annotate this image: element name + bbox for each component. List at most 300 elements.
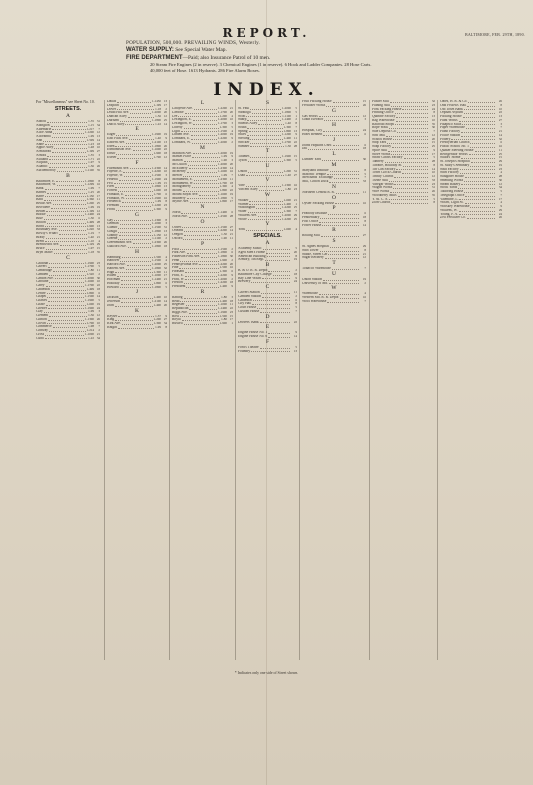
entry-number-range: 1-1500 xyxy=(151,174,161,177)
leader-dots xyxy=(249,204,282,205)
leader-dots xyxy=(48,163,87,164)
entry-number-range: 1-18 xyxy=(155,107,161,111)
leader-dots xyxy=(118,239,151,240)
entry-sheet-number: 12 xyxy=(163,115,167,118)
entry-sheet-number: 23 xyxy=(431,182,435,186)
leader-dots xyxy=(122,324,153,325)
index-entry xyxy=(172,322,233,326)
entry-name: Johns Hopkins Univ. xyxy=(302,143,333,147)
entry-name: Slaughter House xyxy=(440,175,464,178)
entry-sheet-number: 29 xyxy=(362,245,366,248)
entry-name: Printing Office xyxy=(372,111,394,115)
entry-name: Spring xyxy=(238,129,248,133)
leader-dots xyxy=(52,137,88,138)
entry-sheet-number: 11 xyxy=(96,269,100,272)
entry-number-range: 1-199 xyxy=(86,150,94,153)
entry-name: Shot Tower xyxy=(302,248,319,252)
leader-dots xyxy=(184,128,219,129)
entry-name: Cathedral xyxy=(238,298,252,302)
entry-name: Mill, Cotton Duck xyxy=(302,180,329,183)
leader-dots xyxy=(189,309,217,310)
entry-name: Wharf, Light St. xyxy=(440,201,464,205)
leader-dots xyxy=(252,304,290,305)
entry-number-range: 1-99 xyxy=(88,205,94,209)
entry-sheet-number: 2 xyxy=(364,281,366,285)
entry-sheet-number: 2 xyxy=(98,329,100,332)
entry-sheet-number: 15 xyxy=(431,141,435,145)
entry-name: Ship Yard xyxy=(372,141,387,145)
entry-name: Cuba xyxy=(36,336,44,340)
entry-name: Read xyxy=(172,299,180,303)
entry-number-range: 1-400 xyxy=(283,137,291,140)
entry-number-range: 1-2500 xyxy=(217,214,227,218)
leader-dots xyxy=(183,191,219,192)
leader-dots xyxy=(44,219,87,220)
entry-name: Vincent Alley xyxy=(238,188,258,191)
entry-sheet-number: 7 xyxy=(98,127,100,131)
entry-sheet-number: 23 xyxy=(96,261,100,265)
entry-sheet-number: 6 xyxy=(500,141,502,145)
entry-sheet-number: 7 xyxy=(500,193,502,197)
entry-number-range: 1-300 xyxy=(153,322,161,325)
entry-sheet-number: 22 xyxy=(229,189,233,192)
entry-number-range: 1-1500 xyxy=(151,259,161,263)
entry-name: Bond xyxy=(36,224,44,228)
entry-number-range: 1-2300 xyxy=(217,166,227,170)
entry-sheet-number: 8 xyxy=(165,218,167,222)
section-letter: R xyxy=(332,227,336,234)
leader-dots xyxy=(51,126,88,127)
entry-number-range: 1-2300 xyxy=(217,177,227,181)
entry-name: Baltimore City College xyxy=(238,272,272,276)
entry-number-range: 1-800 xyxy=(86,291,94,295)
entry-name: Calvert Station xyxy=(238,291,260,294)
entry-sheet-number: 8 xyxy=(364,248,366,252)
entry-sheet-number: 24 xyxy=(498,212,502,216)
entry-sheet-number: 5 xyxy=(98,265,100,269)
entry-sheet-number: 13 xyxy=(163,229,167,233)
entry-name: Twine Mill xyxy=(372,178,389,182)
entry-name: Stable, Street Car xyxy=(302,252,328,256)
entry-sheet-number: 14 xyxy=(431,167,435,171)
entry-number-range: 1-1600 xyxy=(151,148,161,152)
entry-sheet-number: 13 xyxy=(498,115,502,118)
entry-name: Sharp xyxy=(238,118,247,122)
entry-name: Liberty xyxy=(172,125,183,129)
entry-sheet-number: 24 xyxy=(163,177,167,181)
entry-sheet-number: 23 xyxy=(229,310,233,314)
entry-number-range: 1-1700 xyxy=(84,265,94,269)
entry-sheet-number: 11 xyxy=(229,303,233,307)
entry-number-range: 1-1400 xyxy=(281,118,291,122)
leader-dots xyxy=(385,162,428,163)
entry-sheet-number: 13 xyxy=(293,349,297,353)
entry-sheet-number: 14 xyxy=(163,300,167,303)
entry-name: Scott xyxy=(238,114,246,118)
entry-name: Wilkens Ave. xyxy=(238,213,258,217)
entry-name: Fleet xyxy=(107,185,115,189)
leader-dots xyxy=(47,193,87,194)
entry-sheet-number: 7 xyxy=(364,299,366,303)
entry-name: Tobacco Warehouse xyxy=(302,267,331,270)
leader-dots xyxy=(398,196,428,197)
leader-dots xyxy=(248,172,283,173)
entry-sheet-number: 5 xyxy=(98,299,100,302)
leader-dots xyxy=(184,283,217,284)
leader-dots xyxy=(118,328,154,329)
section-letter: H xyxy=(135,248,139,255)
fire-department-line xyxy=(126,55,270,61)
entry-sheet-number: 31 xyxy=(96,120,100,123)
entry-name: University of Md. xyxy=(302,281,328,285)
entry-sheet-number: 18 xyxy=(229,299,233,303)
leader-dots xyxy=(115,146,151,147)
entry-name: Foundry xyxy=(238,349,251,353)
entry-number-range: 1-2000 xyxy=(217,162,227,166)
leader-dots xyxy=(258,124,284,125)
entry-name: Court House xyxy=(238,306,257,309)
entry-number-range: 1-36 xyxy=(88,165,94,168)
entry-sheet-number: 30 xyxy=(431,126,435,130)
leader-dots xyxy=(49,316,87,317)
entry-sheet-number: 25 xyxy=(293,217,297,221)
entry-name: York xyxy=(238,228,246,232)
entry-number-range: 1-1300 xyxy=(151,218,161,222)
entry-number-range: 1-1500 xyxy=(151,226,161,229)
leader-dots xyxy=(127,265,151,266)
entry-number-range: 1-1200 xyxy=(84,131,94,135)
entry-number-range: 1-25 xyxy=(88,190,94,194)
entry-name: Sash Factory xyxy=(440,167,459,171)
entry-sheet-number: 28 xyxy=(498,175,502,178)
entry-sheet-number: 23 xyxy=(163,204,167,207)
leader-dots xyxy=(114,183,155,184)
entry-number-range: 1-1800 xyxy=(151,244,161,248)
entry-sheet-number: 2 xyxy=(165,237,167,241)
entry-name: Plaster Mill xyxy=(372,100,389,103)
leader-dots xyxy=(47,293,86,294)
entry-name: Calhoun xyxy=(36,261,49,265)
entry-sheet-number: 16 xyxy=(362,296,366,299)
entry-sheet-number: 34 xyxy=(498,186,502,190)
section-letter: P xyxy=(200,240,205,247)
section-letter: L xyxy=(200,100,205,106)
section-letter: E xyxy=(265,324,270,331)
entry-number-range: 1-300 xyxy=(153,270,161,274)
leader-dots xyxy=(60,245,85,246)
entry-sheet-number: 34 xyxy=(96,336,100,340)
leader-dots xyxy=(460,173,495,174)
leader-dots xyxy=(260,348,290,349)
leader-dots xyxy=(118,232,151,233)
entry-sheet-number: 24 xyxy=(293,280,297,284)
leader-dots xyxy=(180,249,217,250)
section-letter: F xyxy=(135,159,139,166)
entry-sheet-number: 9 xyxy=(231,137,233,140)
entry-number-range: 1-2000 xyxy=(217,277,227,281)
leader-dots xyxy=(186,287,218,288)
entry-name: Light xyxy=(172,129,180,133)
leader-dots xyxy=(117,158,152,159)
leader-dots xyxy=(470,207,495,208)
entry-name: Knight xyxy=(107,325,117,329)
entry-number-range: 1-48 xyxy=(88,146,94,150)
leader-dots xyxy=(459,199,495,200)
entry-number-range: 1-499 xyxy=(86,220,94,224)
leader-dots xyxy=(182,320,221,321)
entry-sheet-number: 2 xyxy=(295,294,297,298)
entry-sheet-number: 23 xyxy=(293,188,297,191)
leader-dots xyxy=(403,166,428,167)
entry-sheet-number: 14 xyxy=(498,133,502,137)
index-column xyxy=(302,100,366,660)
leader-dots xyxy=(47,215,84,216)
entry-sheet-number: 13 xyxy=(431,115,435,118)
entry-number-range: 1-700 xyxy=(219,181,227,185)
leader-dots xyxy=(53,204,85,205)
leader-dots xyxy=(55,278,84,279)
entry-number-range: 1-500 xyxy=(219,314,227,318)
entry-sheet-number: 25 xyxy=(293,206,297,210)
entry-name: Raborg xyxy=(172,295,183,299)
leader-dots xyxy=(192,157,220,158)
leader-dots xyxy=(180,316,219,317)
leader-dots xyxy=(121,284,153,285)
entry-name: Hotel Rennert xyxy=(302,132,323,136)
entry-name: Western Md. R. R. Depot xyxy=(302,296,339,299)
entry-sheet-number: 10 xyxy=(163,296,167,300)
entry-name: Water xyxy=(238,210,247,213)
entry-sheet-number: 19 xyxy=(362,277,366,281)
leader-dots xyxy=(389,128,428,129)
entry-name: Shields Alley xyxy=(238,122,258,125)
entry-sheet-number: 5 xyxy=(364,172,366,176)
entry-number-range: 1-2200 xyxy=(281,206,291,210)
entry-name: Smelting Works xyxy=(440,178,464,182)
leader-dots xyxy=(124,176,151,177)
entry-name: Trinity Church xyxy=(372,175,394,178)
leader-dots xyxy=(126,198,151,199)
entry-sheet-number: 9 xyxy=(165,207,167,211)
entry-number-range: 1-2000 xyxy=(151,263,161,266)
entry-number-range: 1-1500 xyxy=(217,247,227,251)
entry-name: Sterling xyxy=(238,137,250,140)
leader-dots xyxy=(199,195,217,196)
entry-sheet-number: 19 xyxy=(498,163,502,167)
entry-name: Lumber Yard xyxy=(302,158,321,161)
entry-name: Vine xyxy=(238,184,245,188)
entry-sheet-number: 15 xyxy=(96,247,100,250)
entry-number-range: 1-214 xyxy=(86,329,94,332)
entry-name: Valentine, L. xyxy=(440,197,459,201)
entry-name: Gough xyxy=(107,229,117,233)
leader-dots xyxy=(402,109,428,110)
leader-dots xyxy=(395,113,428,114)
entry-sheet-number: 35 xyxy=(96,250,100,254)
leader-dots xyxy=(336,193,359,194)
entry-number-range: 1-40 xyxy=(88,235,94,239)
entry-name: Lafayette Ave. xyxy=(172,107,193,110)
entry-sheet-number: 8 xyxy=(433,111,435,115)
entry-name: Pleasant xyxy=(172,270,184,273)
leader-dots xyxy=(123,172,151,173)
entry-number-range: 1-217 xyxy=(86,127,94,131)
entry-number-range: 1-300 xyxy=(219,270,227,273)
entry-sheet-number: 17 xyxy=(229,200,233,204)
entry-name: Oyster Packing House xyxy=(302,201,335,205)
entry-name: Edmondson Ave. xyxy=(107,148,132,152)
entry-sheet-number: 8 xyxy=(295,254,297,258)
leader-dots xyxy=(261,293,290,294)
leader-dots xyxy=(390,192,428,193)
entry-name: Bolton xyxy=(36,220,46,224)
entry-name: Maryland Institute xyxy=(302,168,329,172)
entry-name: Abington xyxy=(36,123,50,127)
entry-sheet-number: 26 xyxy=(163,144,167,148)
leader-dots xyxy=(260,322,290,323)
entry-sheet-number: 20 xyxy=(163,303,167,307)
leader-dots xyxy=(256,208,281,209)
entry-name: Engine House No. 1 xyxy=(238,331,268,335)
leader-dots xyxy=(460,169,495,170)
entry-name: American Building xyxy=(238,254,266,258)
entry-number-range: 1-10 xyxy=(88,239,94,243)
entry-sheet-number: 9 xyxy=(165,314,167,318)
leader-dots xyxy=(471,162,495,163)
entry-name: Greene xyxy=(107,237,118,241)
entry-sheet-number: 18 xyxy=(362,147,366,151)
entry-number-range: 1-1400 xyxy=(151,278,161,281)
entry-sheet-number: 20 xyxy=(431,137,435,141)
leader-dots xyxy=(126,269,151,270)
entry-name: Eager xyxy=(107,133,116,137)
leader-dots xyxy=(57,171,84,172)
leader-dots xyxy=(45,144,87,145)
entry-number-range: 1-900 xyxy=(219,322,227,325)
entry-name: Grain Elevator xyxy=(302,118,324,122)
entry-sheet-number: 33 xyxy=(362,180,366,183)
leader-dots xyxy=(46,286,84,287)
entry-sheet-number: 8 xyxy=(295,122,297,125)
leader-dots xyxy=(246,116,281,117)
leader-dots xyxy=(117,109,154,110)
entry-sheet-number: 34 xyxy=(96,123,100,127)
entry-sheet-number: 6 xyxy=(231,270,233,273)
leader-dots xyxy=(47,156,87,157)
entry-number-range: 1-1800 xyxy=(151,285,161,289)
leader-dots xyxy=(263,249,290,250)
entry-name: Eastern Ave. xyxy=(107,140,126,144)
entry-name: Caroline xyxy=(36,280,49,284)
section-letter: U xyxy=(265,162,270,169)
leader-dots xyxy=(251,282,290,283)
leader-dots xyxy=(391,154,428,155)
entry-sheet-number: 8 xyxy=(364,219,366,223)
leader-dots xyxy=(451,139,495,140)
leader-dots xyxy=(183,239,220,240)
entry-name: Carey xyxy=(36,284,45,287)
entry-number-range: 1-99 xyxy=(155,325,161,329)
entry-name: Camden xyxy=(36,272,48,276)
entry-name: Bethel xyxy=(36,209,46,213)
entry-sheet-number: 9 xyxy=(295,276,297,280)
entry-name: Zell Fertilizer Co. xyxy=(440,216,466,220)
column-rule xyxy=(299,100,300,660)
fire-department-label: FIRE DEPARTMENT xyxy=(126,55,183,61)
entry-name: Fayette, E. xyxy=(107,170,123,174)
entry-sheet-number: 6 xyxy=(231,211,233,214)
entry-sheet-number: 6 xyxy=(364,132,366,136)
entry-sheet-number: 5 xyxy=(165,285,167,289)
leader-dots xyxy=(458,188,495,189)
entry-name: Young, F. A. xyxy=(440,212,459,216)
entry-name: Woodberry Mills xyxy=(372,193,397,197)
entry-name: Washington xyxy=(238,206,256,210)
index-entry xyxy=(107,326,167,330)
leader-dots xyxy=(48,301,84,302)
entry-name: Park Ave. xyxy=(172,251,186,255)
entry-name: Ross xyxy=(172,314,179,318)
entry-sheet-number: 7 xyxy=(295,210,297,213)
entry-name: Baltimore, E. xyxy=(36,179,56,183)
entry-number-range: 1-1600 xyxy=(217,170,227,174)
section-letter: U xyxy=(332,270,336,277)
entry-name: Duncan Alley xyxy=(107,115,127,118)
entry-sheet-number: 19 xyxy=(96,302,100,306)
entry-number-range: 1-600 xyxy=(283,198,291,202)
entry-sheet-number: 11 xyxy=(229,177,233,181)
entry-number-range: 1-300 xyxy=(219,125,227,129)
entry-sheet-number: 13 xyxy=(163,100,167,103)
leader-dots xyxy=(327,302,359,303)
leader-dots xyxy=(249,131,283,132)
entry-number-range: 1-2000 xyxy=(217,118,227,122)
leader-dots xyxy=(251,351,290,352)
leader-dots xyxy=(192,143,217,144)
entry-name: Penn xyxy=(172,258,180,262)
leader-dots xyxy=(470,143,495,144)
leader-dots xyxy=(333,145,359,146)
entry-name: Zion Church xyxy=(372,201,391,205)
entry-name: Fayette, W. xyxy=(107,174,124,177)
entry-sheet-number: 5 xyxy=(295,306,297,309)
leader-dots xyxy=(51,208,87,209)
entry-name: Vinegar Works xyxy=(372,182,394,186)
entry-name: Fairmount Ave. xyxy=(107,166,130,170)
entry-number-range: 1-200 xyxy=(153,318,161,322)
leader-dots xyxy=(44,312,87,313)
entry-name: Odd Fellows' Hall xyxy=(440,103,467,107)
entry-sheet-number: 9 xyxy=(433,148,435,152)
entry-sheet-number: 5 xyxy=(500,190,502,193)
entry-sheet-number: 6 xyxy=(231,251,233,255)
entry-number-range: 1-1800 xyxy=(84,179,94,183)
leader-dots xyxy=(117,102,151,103)
leader-dots xyxy=(119,298,152,299)
entry-number-range: 1-2000 xyxy=(281,213,291,217)
entry-number-range: 1-2200 xyxy=(217,107,227,110)
leader-dots xyxy=(250,109,281,110)
entry-sheet-number: 27 xyxy=(96,150,100,153)
entry-number-range: 1-1299 xyxy=(84,183,94,187)
water-supply-text: See Special Water Map. xyxy=(173,47,227,53)
entry-name: Warehouse xyxy=(302,292,318,296)
leader-dots xyxy=(467,106,495,107)
leader-dots xyxy=(180,301,218,302)
entry-sheet-number: 10 xyxy=(96,280,100,284)
leader-dots xyxy=(395,124,428,125)
entry-name: Gas Works xyxy=(302,114,318,118)
